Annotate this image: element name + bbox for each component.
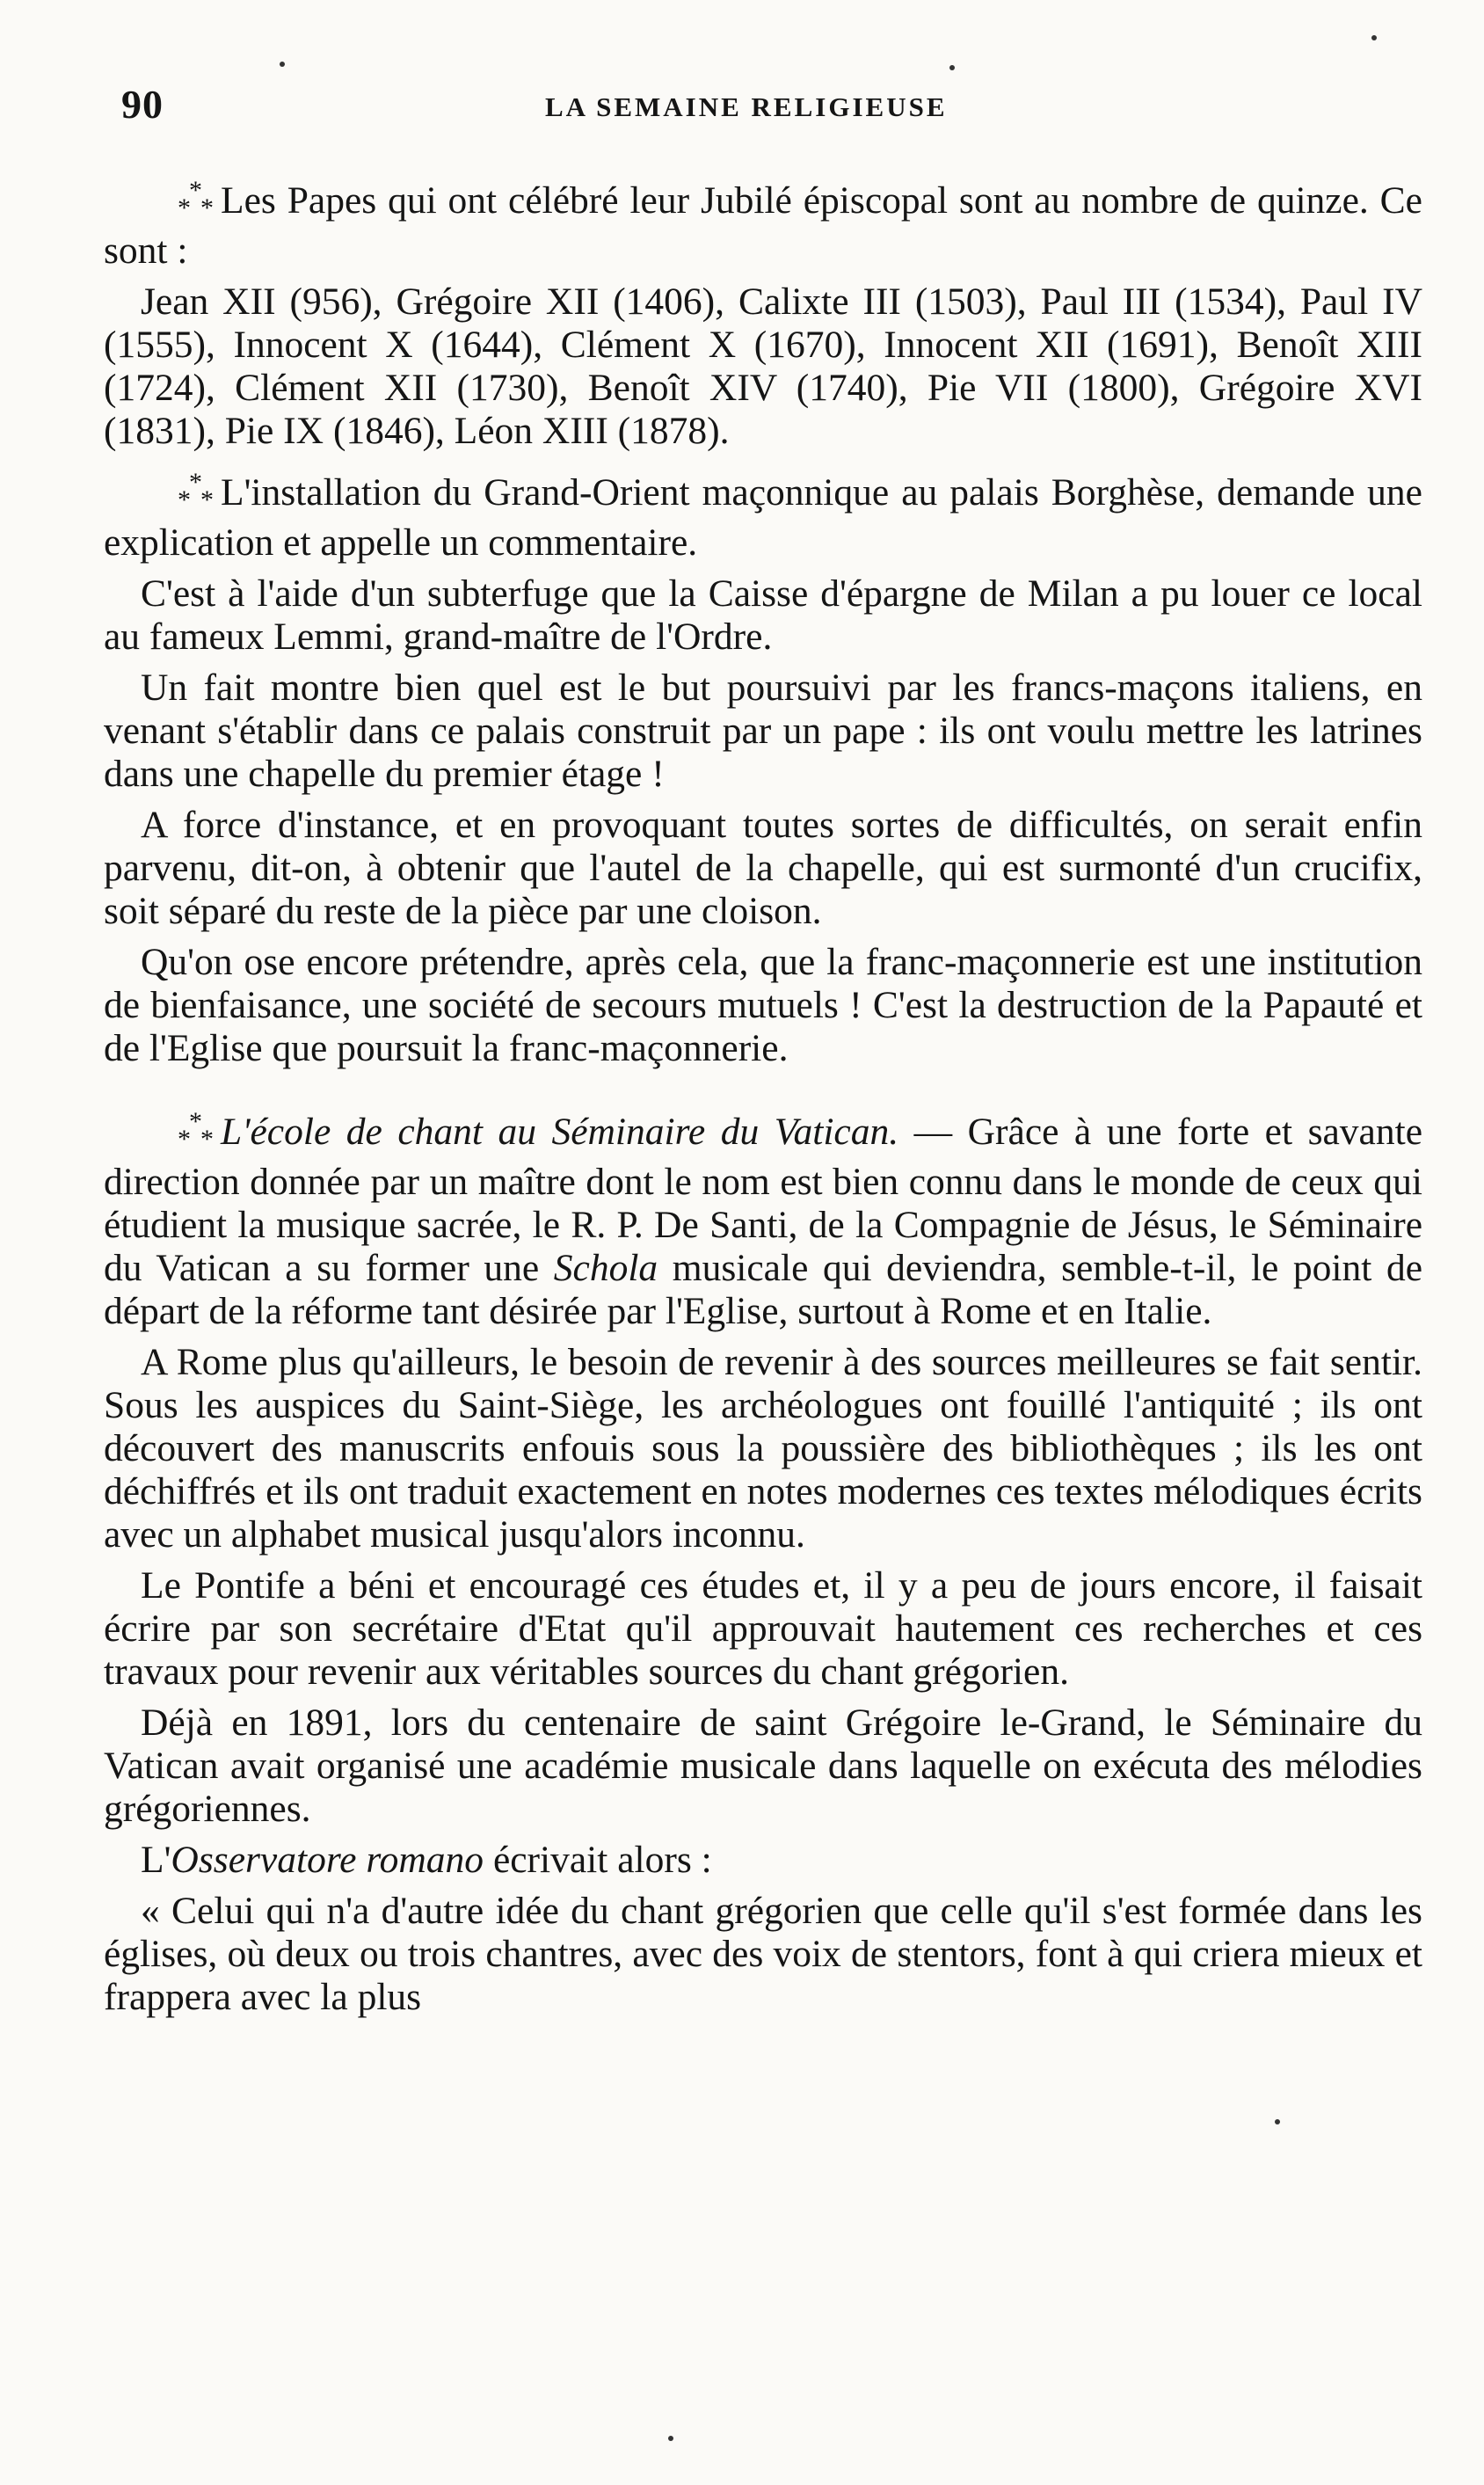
asterism-icon: $_*$*$_*$ (178, 176, 212, 222)
journal-title: LA SEMAINE RELIGIEUSE (545, 91, 948, 122)
page-number: 90 (121, 82, 164, 127)
grand-orient-p3: Un fait montre bien quel est le but poursuivi par les francs-maçons italiens, en venant s'établir dans ce palais construit par un pape : ils ont voulu mettre les latrines dans une chapelle du premier étage ! (104, 667, 1422, 795)
jubile-intro-text: Les Papes qui ont célébré leur Jubilé épiscopal sont au nombre de quinze. Ce sont : (104, 179, 1422, 272)
scan-speck (668, 2436, 673, 2441)
scan-speck (949, 65, 955, 70)
running-head (114, 81, 1424, 134)
grand-orient-p4: A force d'instance, et en provoquant toutes sortes de difficultés, on serait enfin parvenu, dit-on, à obtenir que l'autel de la chapelle, qui est surmonté d'un crucifix, soit séparé du reste de la pièce par une cloison. (104, 804, 1422, 932)
ecole-chant-p4: Déjà en 1891, lors du centenaire de saint Grégoire le-Grand, le Séminaire du Vatican avait organisé une académie musicale dans laquelle on exécuta des mélodies grégoriennes. (104, 1702, 1422, 1830)
ecole-chant-p3: Le Pontife a béni et encouragé ces études et, il y a peu de jours encore, il faisait écrire par son secrétaire d'Etat qu'il approuvait hautement ces recherches et ces travaux pour revenir aux véritables sources du chant grégorien. (104, 1564, 1422, 1693)
ecole-chant-p5 (104, 1839, 1422, 1882)
grand-orient-p2: C'est à l'aide d'un subterfuge que la Caisse d'épargne de Milan a pu louer ce local au fameux Lemmi, grand-maître de l'Ordre. (104, 572, 1422, 658)
ecole-chant-p5-prefix: L' (141, 1839, 171, 1881)
scan-speck (1275, 2119, 1280, 2124)
schola-word: Schola (553, 1247, 658, 1289)
ecole-chant-p1 (104, 1100, 1422, 1333)
ecole-chant-title: L'école de chant au Séminaire du Vatican. (221, 1111, 899, 1153)
grand-orient-p1 (104, 461, 1422, 565)
jubile-intro (104, 169, 1422, 273)
asterism-icon: $_*$*$_*$ (178, 468, 212, 514)
ecole-chant-p1-a: — Grâce à une forte et savante direction donnée par un maître dont le nom est bien connu dans le monde de ceux qui étudient la musique sacrée, le R. P. De Santi, de la Compagnie de Jésus, le Séminaire du Vatican a su former une (104, 1111, 1423, 1289)
article-body (104, 169, 1422, 2027)
grand-orient-p1-text: L'installation du Grand-Orient maçonnique au palais Borghèse, demande une explication et appelle un commentaire. (104, 471, 1422, 564)
grand-orient-p5: Qu'on ose encore prétendre, après cela, que la franc-maçonnerie est une institution de bienfaisance, une société de secours mutuels ! C'est la destruction de la Papauté et de l'Eglise que poursuit la franc-maçonnerie. (104, 941, 1422, 1069)
ecole-chant-p1-b: musicale qui deviendra, semble-t-il, le point de départ de la réforme tant désirée par l'Eglise, surtout à Rome et en Italie. (104, 1247, 1422, 1332)
asterism-icon: $_*$*$_*$ (178, 1107, 212, 1154)
ecole-chant-quote: « Celui qui n'a d'autre idée du chant grégorien que celle qu'il s'est formée dans les églises, où deux ou trois chantres, avec des voix de stentors, font à qui criera mieux et frappera avec la plus (104, 1890, 1422, 2018)
ecole-chant-p2: A Rome plus qu'ailleurs, le besoin de revenir à des sources meilleures se fait sentir. Sous les auspices du Saint-Siège, les archéologues ont fouillé l'antiquité ; ils ont découvert des manuscrits enfouis sous la poussière des bibliothèques ; ils les ont déchiffrés et ils ont traduit exactement en notes modernes ces textes mélodiques écrits avec un alphabet musical jusqu'alors inconnu. (104, 1341, 1422, 1556)
scan-speck (280, 62, 285, 67)
jubile-popes-list: Jean XII (956), Grégoire XII (1406), Calixte III (1503), Paul III (1534), Paul IV (1555), Innocent X (1644), Clément X (1670), Innocent XII (1691), Benoît XIII (1724), Clément XII (1730), Benoît XIV (1740), Pie VII (1800), Grégoire XVI (1831), Pie IX (1846), Léon XIII (1878). (104, 281, 1422, 452)
scan-speck (1371, 35, 1377, 40)
osservatore-romano: Osservatore romano (171, 1839, 484, 1881)
ecole-chant-p5-suffix: écrivait alors : (484, 1839, 712, 1881)
